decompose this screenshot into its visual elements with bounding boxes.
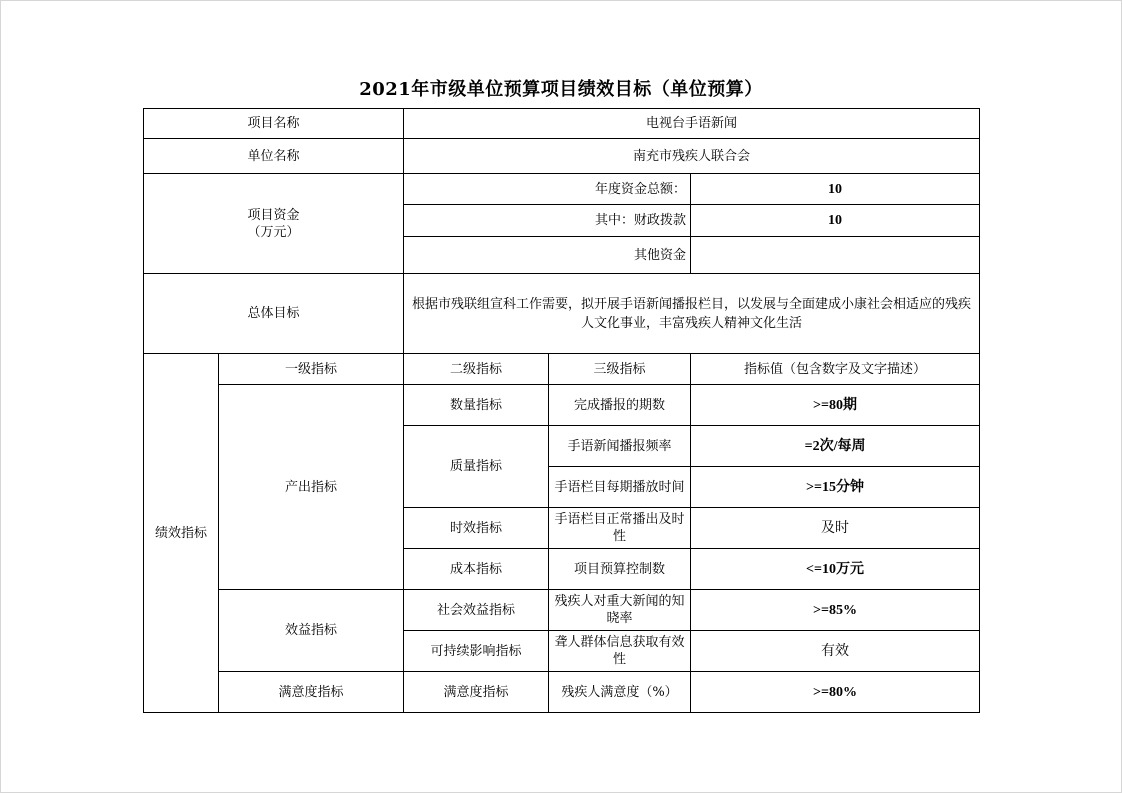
sustainability-value: 有效 [691, 631, 980, 672]
funds-total-value: 10 [691, 174, 980, 205]
funds-other-value [691, 237, 980, 274]
header-level2: 二级指标 [404, 354, 549, 385]
timeliness-value: 及时 [691, 508, 980, 549]
quantity-label: 数量指标 [404, 385, 549, 426]
row-unit-name [144, 139, 980, 174]
funds-total-label: 年度资金总额： [404, 174, 691, 205]
performance-target-table [143, 108, 980, 713]
quantity-value: >=80期 [691, 385, 980, 426]
quality-value-2: >=15分钟 [691, 467, 980, 508]
header-value: 指标值（包含数字及文字描述） [691, 354, 980, 385]
perf-label: 绩效指标 [144, 354, 219, 713]
row-satisfaction [144, 672, 980, 713]
unit-name-label: 单位名称 [144, 139, 404, 174]
cost-value: <=10万元 [691, 549, 980, 590]
social-benefit-label: 社会效益指标 [404, 590, 549, 631]
page-title: 2021年市级单位预算项目绩效目标（单位预算） [359, 79, 763, 100]
quality-item-1: 手语新闻播报频率 [549, 426, 691, 467]
funds-fiscal-value: 10 [691, 205, 980, 237]
header-level1: 一级指标 [219, 354, 404, 385]
overall-goal-text: 根据市残联组宣科工作需要，拟开展手语新闻播报栏目，以发展与全面建成小康社会相适应的残疾人文化事业，丰富残疾人精神文化生活 [404, 274, 980, 354]
social-benefit-value: >=85% [691, 590, 980, 631]
benefit-label: 效益指标 [219, 590, 404, 672]
row-project-name [144, 109, 980, 139]
cost-item: 项目预算控制数 [549, 549, 691, 590]
project-name-value: 电视台手语新闻 [404, 109, 980, 139]
quantity-item: 完成播报的期数 [549, 385, 691, 426]
cost-label: 成本指标 [404, 549, 549, 590]
satisfaction-item: 残疾人满意度（%） [549, 672, 691, 713]
social-benefit-item: 残疾人对重大新闻的知晓率 [549, 590, 691, 631]
row-quantity [144, 385, 980, 426]
header-level3: 三级指标 [549, 354, 691, 385]
funds-fiscal-label: 其中：财政拨款 [404, 205, 691, 237]
funds-other-label: 其他资金 [404, 237, 691, 274]
overall-goal-label: 总体目标 [144, 274, 404, 354]
satisfaction-value: >=80% [691, 672, 980, 713]
row-funds-total [144, 174, 980, 205]
quality-value-1: =2次/每周 [691, 426, 980, 467]
project-name-label: 项目名称 [144, 109, 404, 139]
timeliness-label: 时效指标 [404, 508, 549, 549]
sustainability-item: 聋人群体信息获取有效性 [549, 631, 691, 672]
satisfaction-l2-label: 满意度指标 [404, 672, 549, 713]
unit-name-value: 南充市残疾人联合会 [404, 139, 980, 174]
quality-label: 质量指标 [404, 426, 549, 508]
output-label: 产出指标 [219, 385, 404, 590]
sustainability-label: 可持续影响指标 [404, 631, 549, 672]
row-social-benefit [144, 590, 980, 631]
timeliness-item: 手语栏目正常播出及时性 [549, 508, 691, 549]
row-perf-header [144, 354, 980, 385]
quality-item-2: 手语栏目每期播放时间 [549, 467, 691, 508]
satisfaction-label: 满意度指标 [219, 672, 404, 713]
funds-label: 项目资金 （万元） [144, 174, 404, 274]
row-overall-goal [144, 274, 980, 354]
